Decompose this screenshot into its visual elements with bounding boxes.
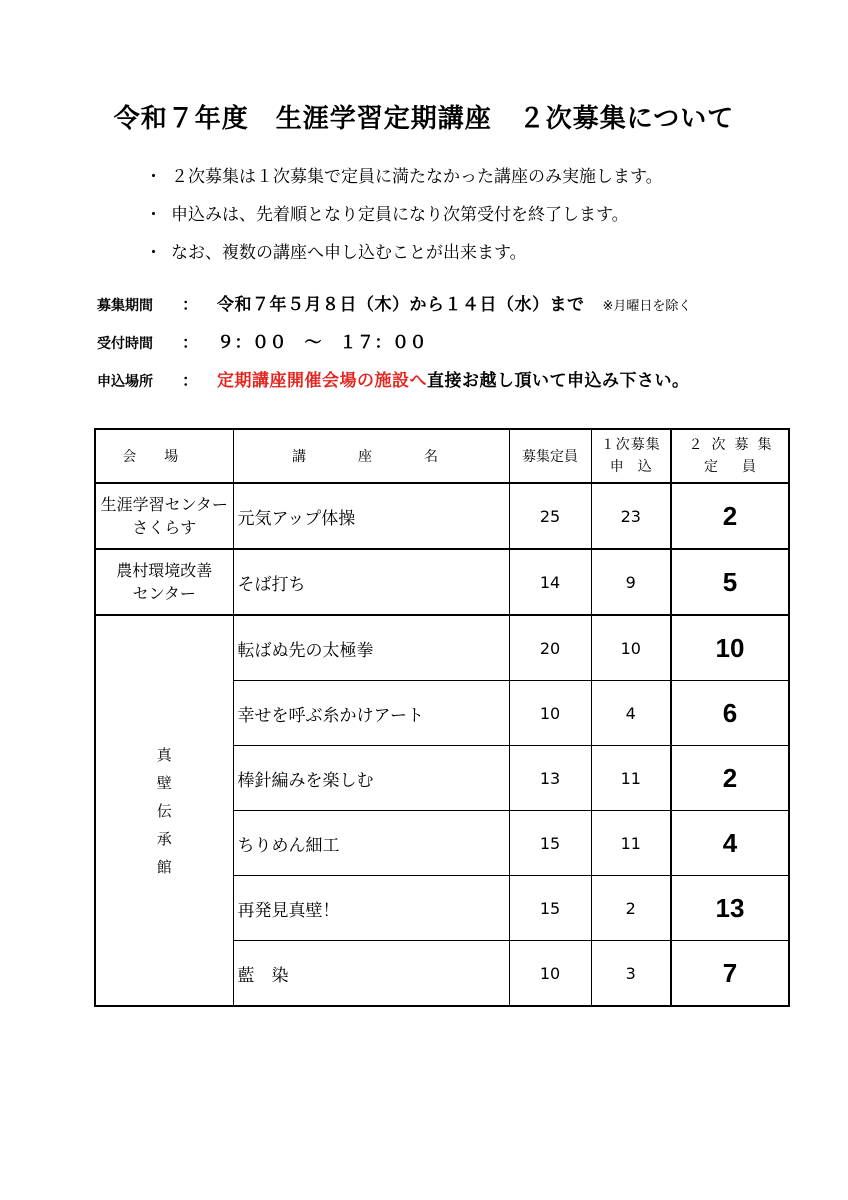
hours-value: ９：００ ～ １７：００ xyxy=(217,333,427,353)
first-applications-cell: 10 xyxy=(591,615,671,681)
capacity-cell: 25 xyxy=(509,483,591,549)
capacity-cell: 10 xyxy=(509,681,591,746)
second-capacity-cell: 7 xyxy=(671,941,789,1007)
header-capacity: 募集定員 xyxy=(509,429,591,483)
header-first-line2: 申込 xyxy=(609,459,666,475)
second-capacity-cell: 4 xyxy=(671,811,789,876)
bullet-mark: ・ xyxy=(145,205,162,225)
header-second-line1: ２次募集 xyxy=(688,437,781,453)
second-capacity-cell: 5 xyxy=(671,549,789,615)
period-row xyxy=(97,290,691,328)
notice-text: なお、複数の講座へ申し込むことが出来ます。 xyxy=(171,243,527,263)
notice-list xyxy=(145,162,663,276)
period-value: 令和７年５月８日（木）から１４日（水）まで xyxy=(217,295,585,315)
bullet-mark: ・ xyxy=(145,243,162,263)
table-header-row xyxy=(95,429,789,483)
course-name: そば打ち xyxy=(233,549,509,615)
second-capacity-cell: 6 xyxy=(671,681,789,746)
second-capacity-cell: 2 xyxy=(671,483,789,549)
venue-cell xyxy=(95,549,233,615)
place-value-highlight: 定期講座開催会場の施設へ xyxy=(217,371,427,391)
colon: ： xyxy=(181,371,198,390)
colon: ： xyxy=(181,333,198,352)
table-row xyxy=(95,549,789,615)
notice-item xyxy=(145,162,663,200)
header-venue: 会場 xyxy=(95,429,233,483)
notice-text: ２次募集は１次募集で定員に満たなかった講座のみ実施します。 xyxy=(171,167,663,187)
period-label: 募集期間 xyxy=(97,298,153,314)
first-applications-cell: 11 xyxy=(591,811,671,876)
venue-name-line1: 農村環境改善 xyxy=(116,561,213,580)
course-name: 幸せを呼ぶ糸かけアート xyxy=(233,681,509,746)
header-first-line1: １次募集 xyxy=(600,437,661,453)
first-applications-cell: 9 xyxy=(591,549,671,615)
course-name: ちりめん細工 xyxy=(233,811,509,876)
first-applications-cell: 4 xyxy=(591,681,671,746)
venue-cell xyxy=(95,483,233,549)
table-row xyxy=(95,615,789,681)
course-name: 転ばぬ先の太極拳 xyxy=(233,615,509,681)
application-info xyxy=(97,290,691,404)
capacity-cell: 15 xyxy=(509,876,591,941)
first-applications-cell: 23 xyxy=(591,483,671,549)
bullet-mark: ・ xyxy=(145,167,162,187)
course-name: 藍 染 xyxy=(233,941,509,1007)
page-title: 令和７年度 生涯学習定期講座 ２次募集について xyxy=(113,104,735,134)
notice-item xyxy=(145,200,663,238)
place-row xyxy=(97,366,691,404)
place-value: 直接お越し頂いて申込み下さい。 xyxy=(427,371,690,391)
venue-name-vertical: 真壁伝承館 xyxy=(156,745,172,876)
header-second-line2: 定員 xyxy=(704,459,780,475)
course-table xyxy=(94,428,790,1007)
capacity-cell: 14 xyxy=(509,549,591,615)
hours-label: 受付時間 xyxy=(97,336,153,352)
first-applications-cell: 11 xyxy=(591,746,671,811)
header-first-applications xyxy=(591,429,671,483)
venue-name-line2: センター xyxy=(132,584,196,603)
second-capacity-cell: 10 xyxy=(671,615,789,681)
table-row xyxy=(95,483,789,549)
colon: ： xyxy=(181,295,198,314)
second-capacity-cell: 2 xyxy=(671,746,789,811)
period-note: ※月曜日を除く xyxy=(602,299,692,314)
course-name: 棒針編みを楽しむ xyxy=(233,746,509,811)
capacity-cell: 15 xyxy=(509,811,591,876)
capacity-cell: 10 xyxy=(509,941,591,1007)
header-course: 講座名 xyxy=(233,429,509,483)
first-applications-cell: 3 xyxy=(591,941,671,1007)
venue-name-line1: 生涯学習センター xyxy=(100,495,228,514)
course-name: 再発見真壁！ xyxy=(233,876,509,941)
first-applications-cell: 2 xyxy=(591,876,671,941)
notice-item xyxy=(145,238,663,276)
hours-row xyxy=(97,328,691,366)
capacity-cell: 13 xyxy=(509,746,591,811)
place-label: 申込場所 xyxy=(97,374,153,390)
notice-text: 申込みは、先着順となり定員になり次第受付を終了します。 xyxy=(171,205,629,225)
venue-cell xyxy=(95,615,233,1006)
header-second-capacity xyxy=(671,429,789,483)
course-name: 元気アップ体操 xyxy=(233,483,509,549)
venue-name-line2: さくらす xyxy=(132,518,197,537)
second-capacity-cell: 13 xyxy=(671,876,789,941)
capacity-cell: 20 xyxy=(509,615,591,681)
